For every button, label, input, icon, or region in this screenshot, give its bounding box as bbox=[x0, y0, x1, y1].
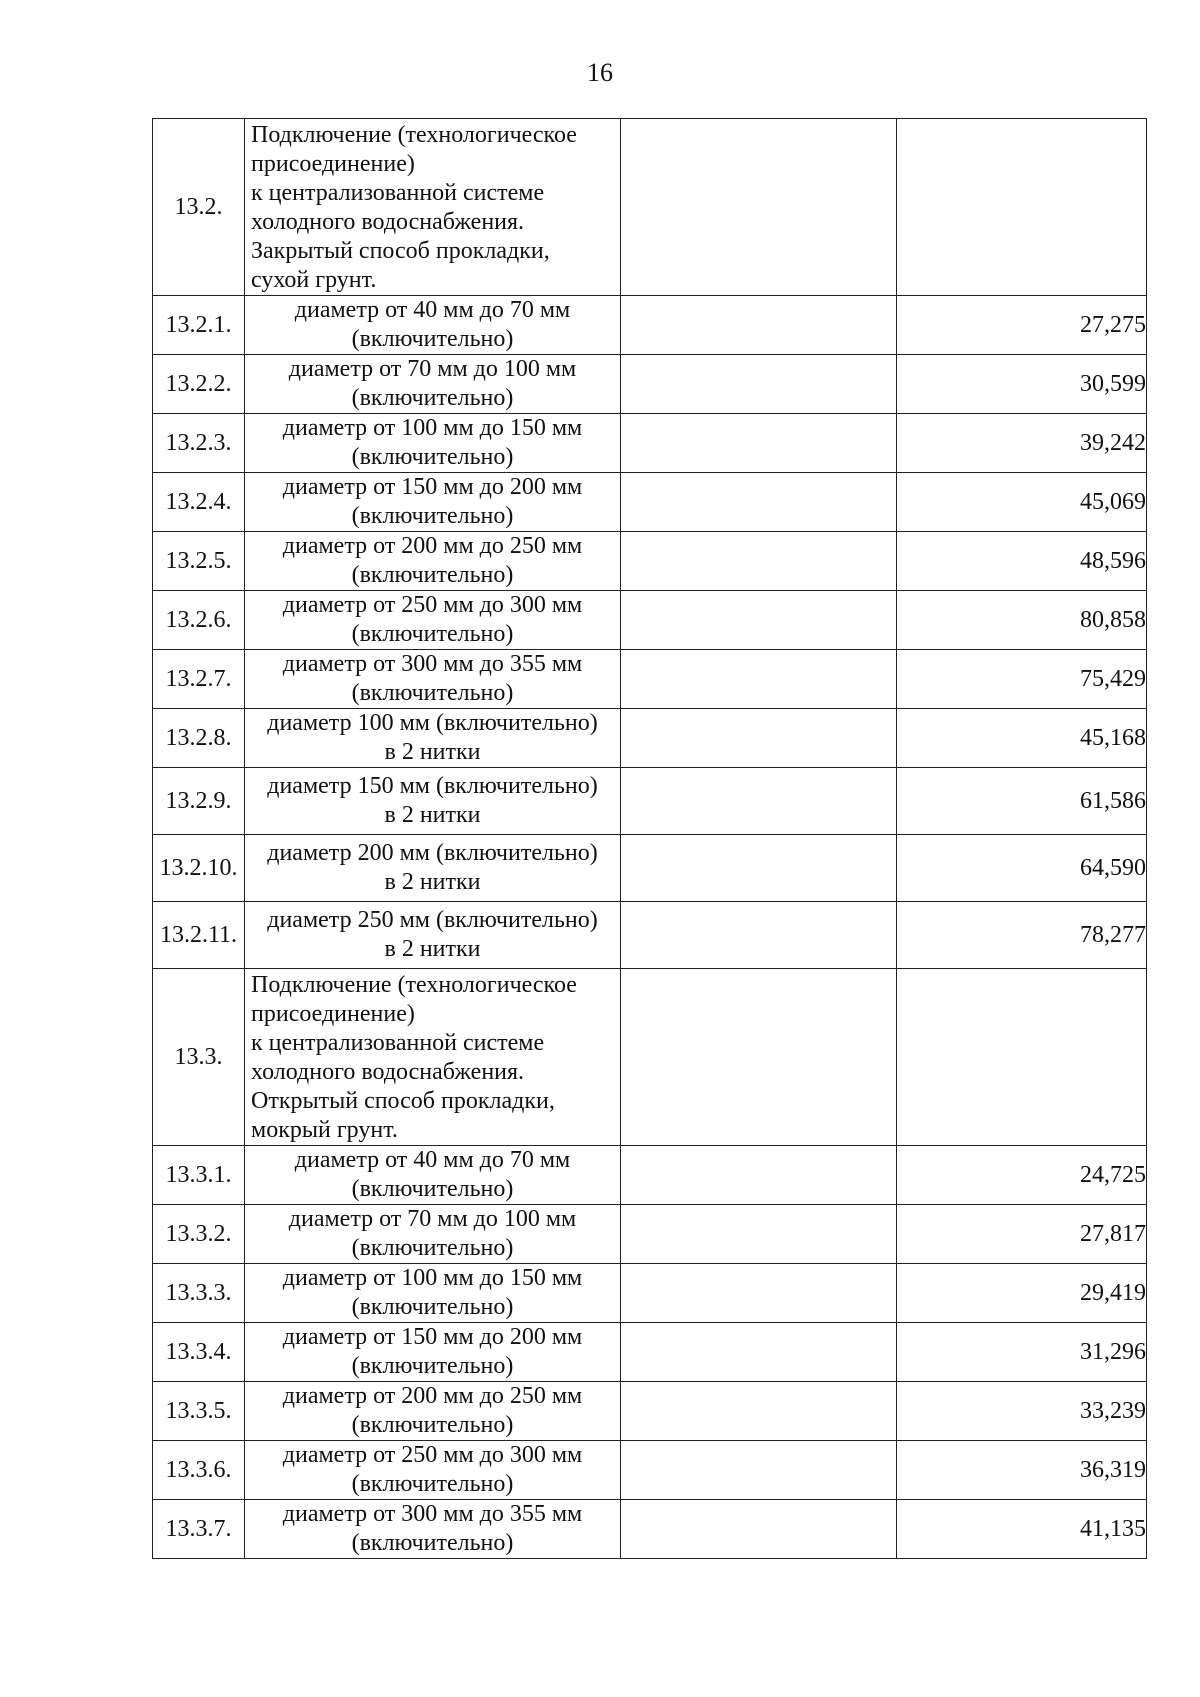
table-row bbox=[153, 1441, 1147, 1500]
row-value: 27,275 bbox=[1080, 311, 1146, 338]
table-row bbox=[153, 591, 1147, 650]
table-row bbox=[153, 1500, 1147, 1559]
section-title-line: к централизованной системе bbox=[251, 180, 545, 206]
empty-cell bbox=[621, 650, 897, 709]
row-number-cell bbox=[153, 768, 245, 835]
row-value-cell bbox=[897, 1441, 1147, 1500]
row-value: 39,242 bbox=[1080, 429, 1146, 456]
empty-cell bbox=[621, 709, 897, 768]
row-number: 13.3.3. bbox=[165, 1279, 232, 1306]
row-description-line: (включительно) bbox=[351, 680, 514, 706]
row-value-cell bbox=[897, 296, 1147, 355]
row-number: 13.3.6. bbox=[165, 1456, 232, 1483]
row-description-line: в 2 нитки bbox=[384, 739, 481, 765]
row-value-cell bbox=[897, 591, 1147, 650]
row-value-cell bbox=[897, 414, 1147, 473]
row-description-line: диаметр от 200 мм до 250 мм bbox=[282, 1383, 583, 1409]
row-value-cell bbox=[897, 1500, 1147, 1559]
row-value-cell bbox=[897, 768, 1147, 835]
row-value: 48,596 bbox=[1080, 547, 1146, 574]
row-description-line: (включительно) bbox=[351, 385, 514, 411]
row-number: 13.2.2. bbox=[165, 370, 232, 397]
row-description-line: диаметр 250 мм (включительно) bbox=[267, 907, 598, 933]
empty-cell bbox=[621, 414, 897, 473]
row-number-cell bbox=[153, 532, 245, 591]
section-title-line: мокрый грунт. bbox=[251, 1117, 398, 1143]
row-value: 64,590 bbox=[1080, 854, 1146, 881]
row-description-cell bbox=[245, 1323, 621, 1382]
row-description-cell bbox=[245, 414, 621, 473]
row-value: 41,135 bbox=[1080, 1515, 1146, 1542]
row-value: 45,069 bbox=[1080, 488, 1146, 515]
section-title-line: Открытый способ прокладки, bbox=[251, 1088, 555, 1114]
table-row bbox=[153, 1382, 1147, 1441]
row-number-cell bbox=[153, 1323, 245, 1382]
section-title-line: Подключение (технологическое bbox=[251, 972, 577, 998]
row-value-cell bbox=[897, 1205, 1147, 1264]
section-number: 13.2. bbox=[174, 193, 223, 220]
row-description-line: диаметр от 200 мм до 250 мм bbox=[282, 533, 583, 559]
row-value: 30,599 bbox=[1080, 370, 1146, 397]
table-row bbox=[153, 355, 1147, 414]
row-description-cell bbox=[245, 1264, 621, 1323]
empty-cell bbox=[621, 768, 897, 835]
row-number: 13.2.4. bbox=[165, 488, 232, 515]
empty-cell bbox=[621, 473, 897, 532]
row-description-line: диаметр 200 мм (включительно) bbox=[267, 840, 598, 866]
row-description-line: в 2 нитки bbox=[384, 936, 481, 962]
row-number-cell bbox=[153, 591, 245, 650]
row-description-line: диаметр от 250 мм до 300 мм bbox=[282, 592, 583, 618]
row-number-cell bbox=[153, 1264, 245, 1323]
row-value: 27,817 bbox=[1080, 1220, 1146, 1247]
row-value-cell bbox=[897, 355, 1147, 414]
row-number-cell bbox=[153, 355, 245, 414]
row-description-line: (включительно) bbox=[351, 444, 514, 470]
empty-cell bbox=[621, 1382, 897, 1441]
row-number: 13.2.6. bbox=[165, 606, 232, 633]
row-number-cell bbox=[153, 1441, 245, 1500]
row-description-line: (включительно) bbox=[351, 1353, 514, 1379]
row-value: 33,239 bbox=[1080, 1397, 1146, 1424]
row-value: 78,277 bbox=[1080, 921, 1146, 948]
row-value: 45,168 bbox=[1080, 724, 1146, 751]
row-description-cell bbox=[245, 591, 621, 650]
table-row bbox=[153, 473, 1147, 532]
row-description-line: (включительно) bbox=[351, 1471, 514, 1497]
row-value-cell bbox=[897, 1264, 1147, 1323]
row-description-cell bbox=[245, 1205, 621, 1264]
row-description-line: (включительно) bbox=[351, 1530, 514, 1556]
row-number: 13.3.2. bbox=[165, 1220, 232, 1247]
row-description-line: диаметр от 150 мм до 200 мм bbox=[282, 1324, 583, 1350]
row-number: 13.3.1. bbox=[165, 1161, 232, 1188]
row-description-line: в 2 нитки bbox=[384, 802, 481, 828]
table-row bbox=[153, 414, 1147, 473]
row-number: 13.2.5. bbox=[165, 547, 232, 574]
empty-cell bbox=[621, 1323, 897, 1382]
row-description-line: диаметр от 40 мм до 70 мм bbox=[294, 297, 571, 323]
row-description-cell bbox=[245, 473, 621, 532]
empty-cell bbox=[621, 532, 897, 591]
row-number-cell bbox=[153, 650, 245, 709]
section-number-cell bbox=[153, 969, 245, 1146]
section-title-line: холодного водоснабжения. bbox=[251, 1059, 525, 1085]
row-value-cell bbox=[897, 650, 1147, 709]
section-title-line: сухой грунт. bbox=[251, 267, 377, 293]
row-description-line: диаметр от 300 мм до 355 мм bbox=[282, 1501, 583, 1527]
row-number-cell bbox=[153, 473, 245, 532]
row-description-cell bbox=[245, 532, 621, 591]
row-number: 13.2.1. bbox=[165, 311, 232, 338]
row-number: 13.2.3. bbox=[165, 429, 232, 456]
table-row bbox=[153, 768, 1147, 835]
table-row bbox=[153, 709, 1147, 768]
row-number: 13.2.11. bbox=[159, 921, 238, 948]
table-row bbox=[153, 1205, 1147, 1264]
row-value-cell bbox=[897, 1146, 1147, 1205]
table-row bbox=[153, 902, 1147, 969]
row-description-cell bbox=[245, 650, 621, 709]
row-value: 36,319 bbox=[1080, 1456, 1146, 1483]
section-title-line: Закрытый способ прокладки, bbox=[251, 238, 550, 264]
section-title-line: к централизованной системе bbox=[251, 1030, 545, 1056]
row-number-cell bbox=[153, 1146, 245, 1205]
row-number-cell bbox=[153, 1500, 245, 1559]
row-number-cell bbox=[153, 709, 245, 768]
row-description-line: диаметр 100 мм (включительно) bbox=[267, 710, 598, 736]
row-description-line: диаметр от 300 мм до 355 мм bbox=[282, 651, 583, 677]
row-description-line: (включительно) bbox=[351, 621, 514, 647]
table-row bbox=[153, 532, 1147, 591]
empty-cell bbox=[621, 1264, 897, 1323]
tariff-table bbox=[152, 118, 1147, 1559]
row-description-line: (включительно) bbox=[351, 1412, 514, 1438]
empty-cell bbox=[621, 119, 897, 296]
row-description-line: в 2 нитки bbox=[384, 869, 481, 895]
empty-cell bbox=[621, 902, 897, 969]
row-value: 24,725 bbox=[1080, 1161, 1146, 1188]
row-description-line: диаметр 150 мм (включительно) bbox=[267, 773, 598, 799]
section-title-line: присоединение) bbox=[251, 1001, 415, 1027]
row-value: 29,419 bbox=[1080, 1279, 1146, 1306]
row-number-cell bbox=[153, 414, 245, 473]
section-number-cell bbox=[153, 119, 245, 296]
empty-cell bbox=[621, 1441, 897, 1500]
tariff-table-body bbox=[153, 119, 1147, 1559]
empty-cell bbox=[621, 1205, 897, 1264]
row-description-cell bbox=[245, 709, 621, 768]
row-number: 13.3.5. bbox=[165, 1397, 232, 1424]
row-description-cell bbox=[245, 1146, 621, 1205]
table-row bbox=[153, 835, 1147, 902]
row-description-line: диаметр от 150 мм до 200 мм bbox=[282, 474, 583, 500]
table-row bbox=[153, 1323, 1147, 1382]
row-value: 80,858 bbox=[1080, 606, 1146, 633]
row-number-cell bbox=[153, 902, 245, 969]
row-description-cell bbox=[245, 1441, 621, 1500]
empty-cell bbox=[621, 296, 897, 355]
row-description-cell bbox=[245, 1382, 621, 1441]
row-description-line: (включительно) bbox=[351, 1294, 514, 1320]
table-row bbox=[153, 1146, 1147, 1205]
row-number-cell bbox=[153, 296, 245, 355]
row-number: 13.2.8. bbox=[165, 724, 232, 751]
row-description-line: (включительно) bbox=[351, 326, 514, 352]
row-description-cell bbox=[245, 835, 621, 902]
row-description-cell bbox=[245, 1500, 621, 1559]
table-row bbox=[153, 296, 1147, 355]
section-title-line: Подключение (технологическое bbox=[251, 122, 577, 148]
table-row bbox=[153, 1264, 1147, 1323]
row-description-line: диаметр от 40 мм до 70 мм bbox=[294, 1147, 571, 1173]
row-value-cell bbox=[897, 1382, 1147, 1441]
row-description-cell bbox=[245, 355, 621, 414]
row-description-line: диаметр от 70 мм до 100 мм bbox=[288, 1206, 577, 1232]
row-number-cell bbox=[153, 1205, 245, 1264]
row-number: 13.2.10. bbox=[159, 854, 238, 881]
row-description-line: (включительно) bbox=[351, 562, 514, 588]
row-description-line: диаметр от 100 мм до 150 мм bbox=[282, 1265, 583, 1291]
empty-cell bbox=[621, 969, 897, 1146]
row-number: 13.2.9. bbox=[165, 787, 232, 814]
page-number: 16 bbox=[587, 58, 613, 87]
row-number-cell bbox=[153, 835, 245, 902]
row-description-line: диаметр от 250 мм до 300 мм bbox=[282, 1442, 583, 1468]
row-value: 31,296 bbox=[1080, 1338, 1146, 1365]
empty-cell bbox=[621, 835, 897, 902]
section-header-row bbox=[153, 119, 1147, 296]
empty-value-cell bbox=[897, 119, 1147, 296]
row-number: 13.3.7. bbox=[165, 1515, 232, 1542]
row-description-cell bbox=[245, 902, 621, 969]
row-value: 75,429 bbox=[1080, 665, 1146, 692]
table-row bbox=[153, 650, 1147, 709]
row-description-line: (включительно) bbox=[351, 1176, 514, 1202]
row-value-cell bbox=[897, 473, 1147, 532]
section-title-cell bbox=[245, 969, 621, 1146]
empty-cell bbox=[621, 1146, 897, 1205]
row-value-cell bbox=[897, 835, 1147, 902]
row-value-cell bbox=[897, 532, 1147, 591]
row-number: 13.3.4. bbox=[165, 1338, 232, 1365]
empty-value-cell bbox=[897, 969, 1147, 1146]
empty-cell bbox=[621, 355, 897, 414]
empty-cell bbox=[621, 1500, 897, 1559]
row-number: 13.2.7. bbox=[165, 665, 232, 692]
row-value: 61,586 bbox=[1080, 787, 1146, 814]
row-description-line: диаметр от 100 мм до 150 мм bbox=[282, 415, 583, 441]
empty-cell bbox=[621, 591, 897, 650]
row-description-cell bbox=[245, 768, 621, 835]
row-description-line: (включительно) bbox=[351, 503, 514, 529]
section-title-line: присоединение) bbox=[251, 151, 415, 177]
row-description-line: (включительно) bbox=[351, 1235, 514, 1261]
row-value-cell bbox=[897, 1323, 1147, 1382]
section-header-row bbox=[153, 969, 1147, 1146]
row-description-cell bbox=[245, 296, 621, 355]
row-value-cell bbox=[897, 902, 1147, 969]
row-description-line: диаметр от 70 мм до 100 мм bbox=[288, 356, 577, 382]
row-number-cell bbox=[153, 1382, 245, 1441]
section-title-cell bbox=[245, 119, 621, 296]
row-value-cell bbox=[897, 709, 1147, 768]
section-number: 13.3. bbox=[174, 1043, 223, 1070]
section-title-line: холодного водоснабжения. bbox=[251, 209, 525, 235]
